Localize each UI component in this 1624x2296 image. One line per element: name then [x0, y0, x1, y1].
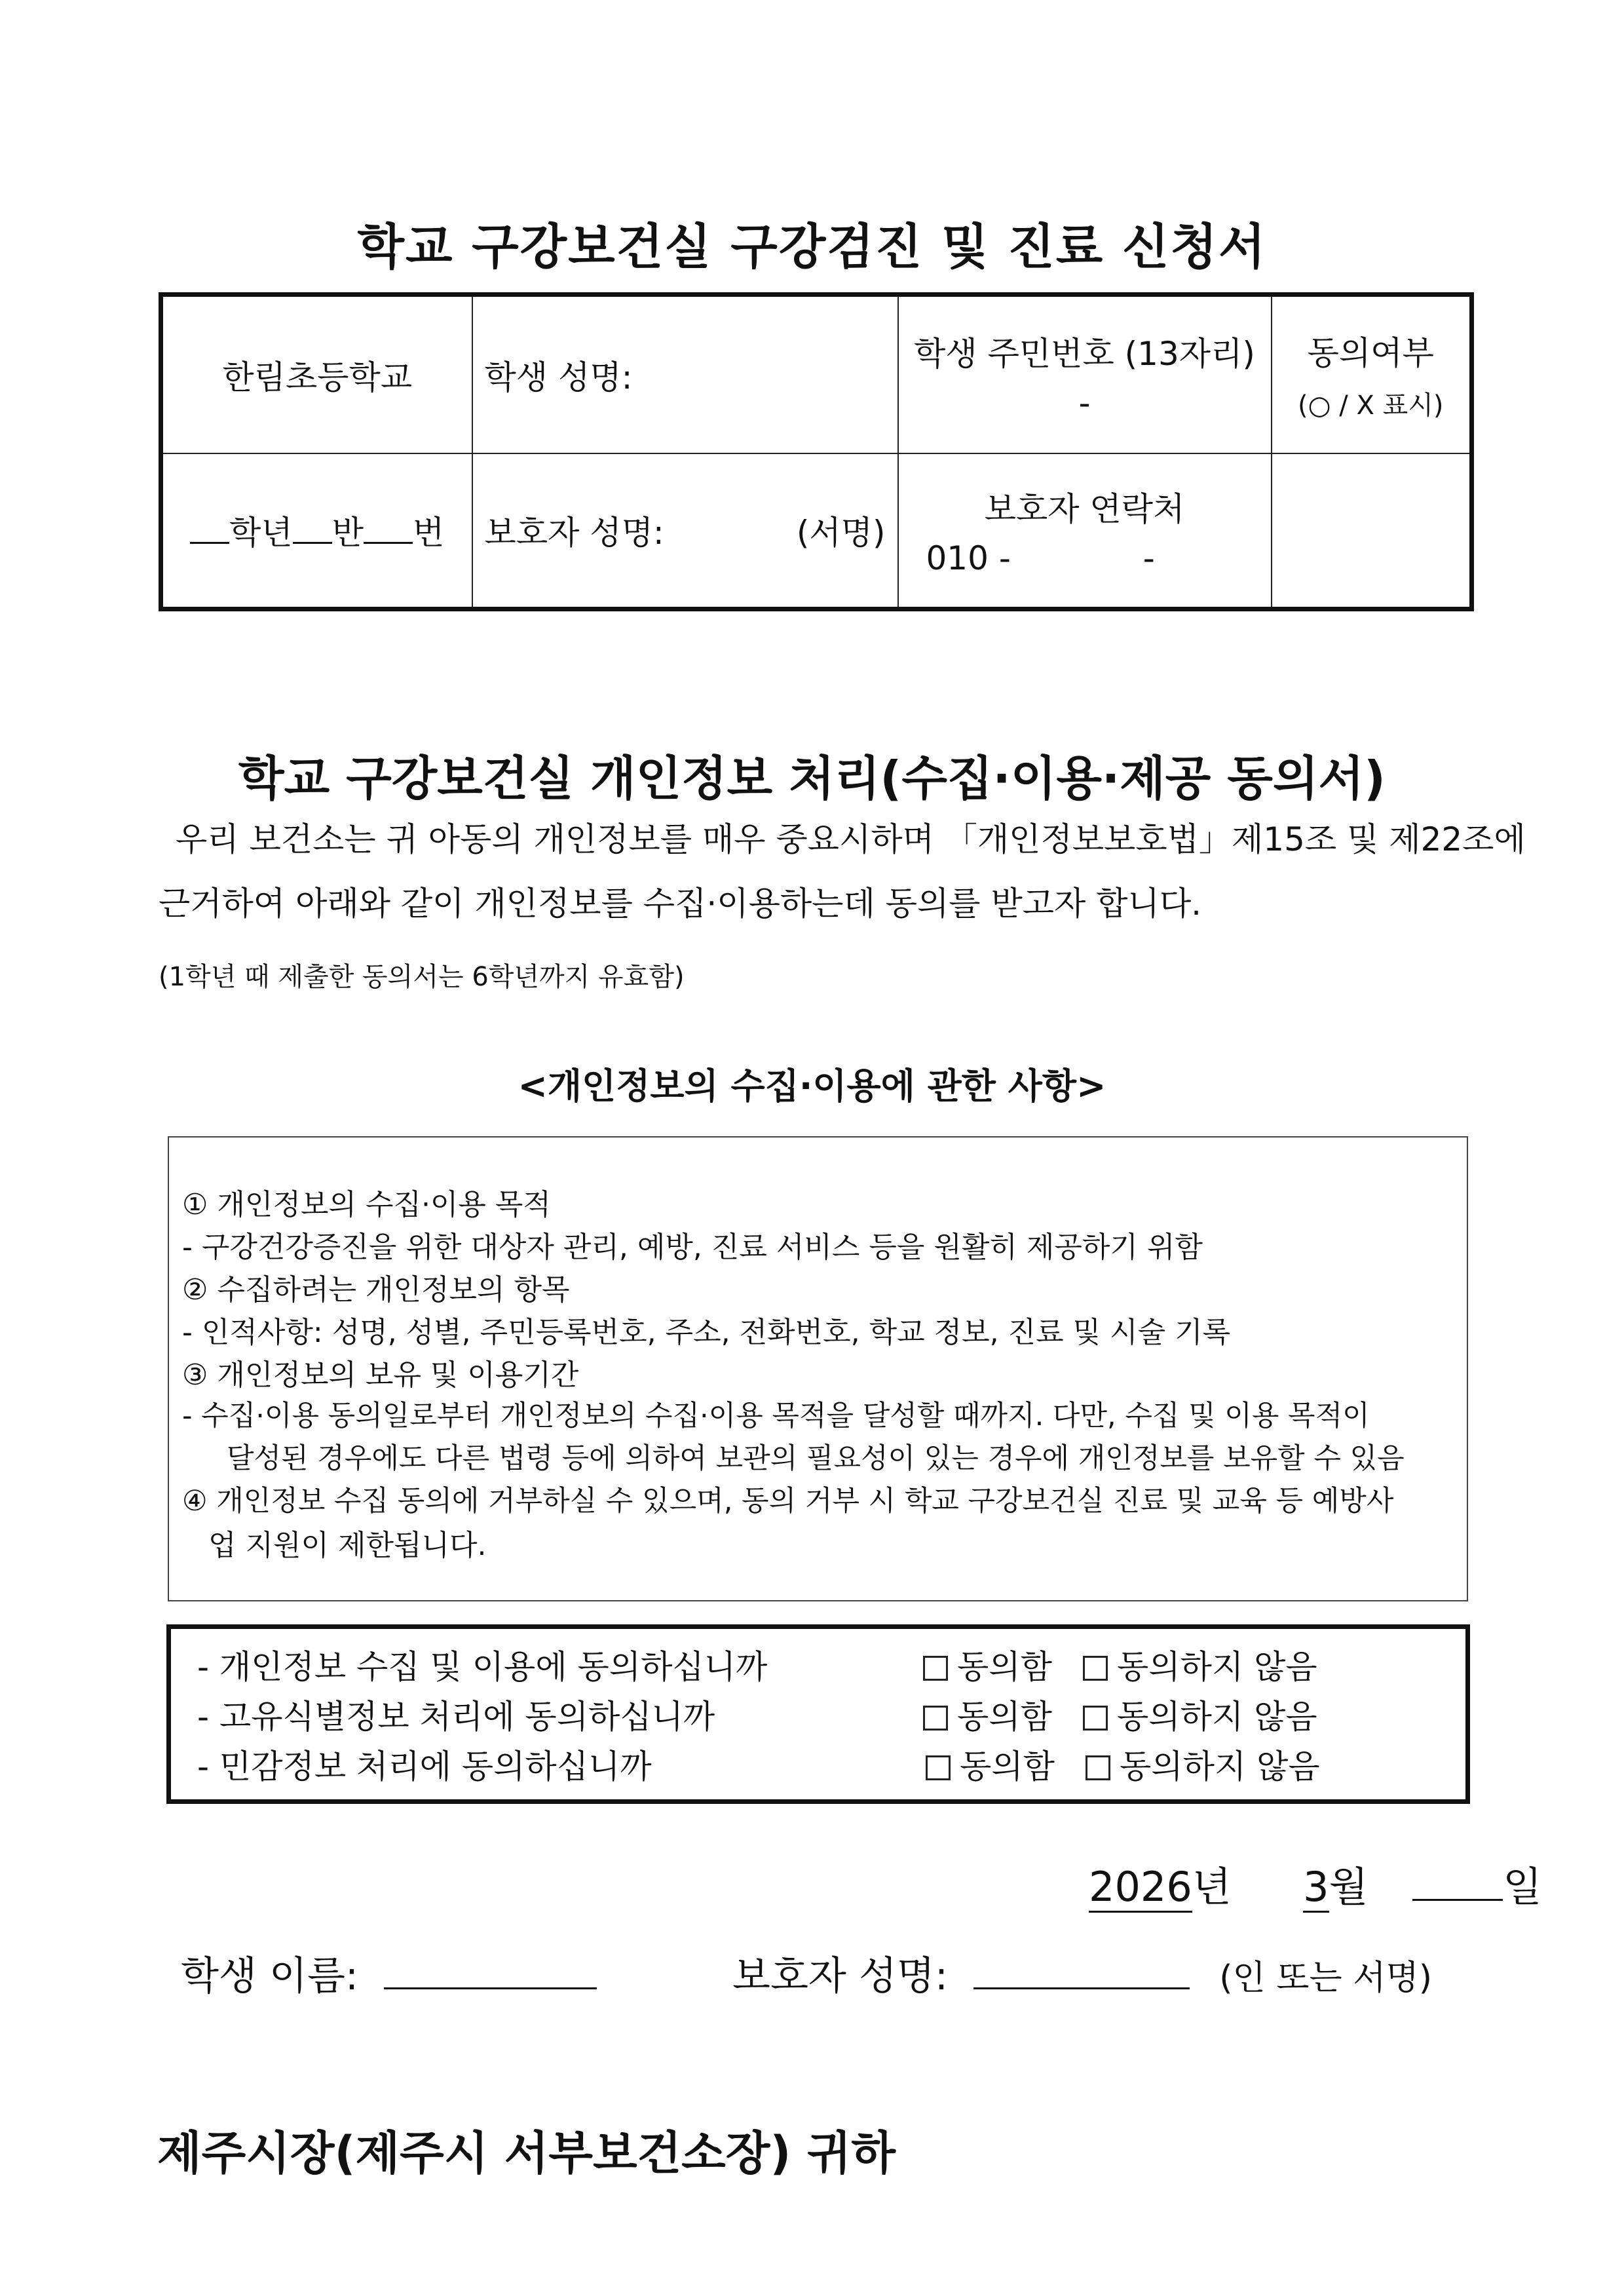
guardian-signature-line: [732, 1945, 1432, 2001]
consent-mark-hint: (○ / X 표시): [1298, 391, 1444, 421]
consent-question: - 개인정보 수집 및 이용에 동의하십니까: [197, 1648, 768, 1686]
checkbox-icon[interactable]: [1083, 1656, 1108, 1681]
class-label: 반: [331, 514, 364, 552]
agree-label: 동의함: [957, 1648, 1052, 1686]
signature-label: (서명): [796, 514, 886, 552]
info-line: - 수집·이용 동의일로부터 개인정보의 수집·이용 목적을 달성할 때까지. 다만, 수집 및 이용 목적이: [182, 1400, 1370, 1432]
guardian-contact-field[interactable]: [898, 453, 1272, 609]
grade-class-number-field[interactable]: [161, 453, 472, 609]
guardian-name-field[interactable]: [472, 453, 898, 609]
checkbox-icon[interactable]: [1083, 1706, 1108, 1731]
guardian-sign-hint: (인 또는 서명): [1219, 1959, 1433, 1998]
disagree-label: 동의하지 않음: [1120, 1748, 1320, 1786]
agree-label: 동의함: [957, 1698, 1052, 1736]
info-line: ① 개인정보의 수집·이용 목적: [182, 1188, 551, 1221]
student-name-label: 학생 성명:: [484, 358, 633, 396]
intro-line-1: 우리 보건소는 귀 아동의 개인정보를 매우 중요시하며 「개인정보보호법」제15조 및 제22조에: [176, 820, 1526, 858]
resident-number-label: 학생 주민번호 (13자리): [914, 334, 1255, 373]
consent-header: 동의여부: [1307, 334, 1434, 373]
checkbox-icon[interactable]: [923, 1656, 948, 1681]
guardian-name-label: 보호자 성명:: [484, 514, 664, 552]
disagree-option[interactable]: [1086, 1740, 1320, 1788]
student-name-sign-label: 학생 이름:: [181, 1953, 359, 1999]
date-day-unit: 일: [1502, 1863, 1542, 1911]
agree-label: 동의함: [960, 1748, 1055, 1786]
checkbox-icon[interactable]: [1086, 1755, 1110, 1780]
date-day-field[interactable]: [1412, 1899, 1503, 1901]
school-name: 한림초등학교: [161, 295, 472, 453]
agree-option[interactable]: [926, 1740, 1055, 1788]
validity-note: (1학년 때 제출한 동의서는 6학년까지 유효함): [159, 962, 685, 992]
checkbox-icon[interactable]: [923, 1706, 948, 1731]
date-year-unit: 년: [1192, 1863, 1232, 1911]
date-month[interactable]: 3: [1303, 1863, 1329, 1913]
info-box: [168, 1136, 1468, 1601]
phone-prefix: 010 -: [926, 539, 1011, 578]
resident-number-field[interactable]: [898, 295, 1272, 453]
consent-box: [166, 1624, 1470, 1804]
intro-line-2: 근거하여 아래와 같이 개인정보를 수집·이용하는데 동의를 받고자 합니다.: [159, 885, 1202, 923]
guardian-sign-label: 보호자 성명:: [732, 1953, 949, 1999]
section-heading: <개인정보의 수집·이용에 관한 사항>: [518, 1065, 1106, 1107]
agree-option[interactable]: [923, 1691, 1052, 1738]
info-line: - 구강건강증진을 위한 대상자 관리, 예방, 진료 서비스 등을 원활히 제공하기 위함: [182, 1231, 1203, 1264]
guardian-contact-label: 보호자 연락처: [984, 490, 1185, 529]
disagree-label: 동의하지 않음: [1117, 1648, 1317, 1686]
agree-option[interactable]: [923, 1641, 1052, 1688]
number-label: 번: [413, 514, 445, 552]
student-name-blank[interactable]: [384, 1987, 597, 1989]
application-table: [159, 292, 1474, 611]
grade-label: 학년: [229, 514, 293, 552]
guardian-name-blank[interactable]: [973, 1987, 1190, 1989]
date-year[interactable]: 2026: [1089, 1863, 1192, 1913]
info-line: ④ 개인정보 수집 동의에 거부하실 수 있으며, 동의 거부 시 학교 구강보건실 진료 및 교육 등 예방사: [182, 1485, 1394, 1518]
info-line: - 인적사항: 성명, 성별, 주민등록번호, 주소, 전화번호, 학교 정보, 진료 및 시술 기록: [182, 1316, 1231, 1349]
info-line: ③ 개인정보의 보유 및 이용기간: [182, 1358, 579, 1392]
date-month-unit: 월: [1329, 1863, 1369, 1911]
addressee: 제주시장(제주시 서부보건소장) 귀하: [157, 2126, 896, 2180]
student-signature-line: [181, 1945, 597, 2001]
consent-question: - 고유식별정보 처리에 동의하십니까: [197, 1698, 715, 1736]
disagree-option[interactable]: [1083, 1691, 1317, 1738]
consent-title: 학교 구강보건실 개인정보 처리(수집·이용·제공 동의서): [238, 751, 1386, 806]
date-line: [1089, 1854, 1542, 1913]
phone-dash: -: [1142, 539, 1155, 578]
disagree-option[interactable]: [1083, 1641, 1317, 1688]
info-line: 업 지원이 제한됩니다.: [208, 1529, 487, 1562]
form-title: 학교 구강보건실 구강검진 및 진료 신청서: [357, 219, 1267, 275]
consent-header-cell: [1272, 295, 1472, 453]
info-line: ② 수집하려는 개인정보의 항목: [182, 1273, 570, 1307]
info-line: 달성된 경우에도 다른 법령 등에 의하여 보관의 필요성이 있는 경우에 개인정보를 보유할 수 있음: [227, 1442, 1405, 1475]
checkbox-icon[interactable]: [926, 1755, 951, 1780]
disagree-label: 동의하지 않음: [1117, 1698, 1317, 1736]
consent-mark-field[interactable]: [1272, 453, 1472, 609]
consent-question: - 민감정보 처리에 동의하십니까: [197, 1748, 652, 1786]
student-name-field[interactable]: [472, 295, 898, 453]
resident-number-dash: -: [1078, 383, 1091, 422]
